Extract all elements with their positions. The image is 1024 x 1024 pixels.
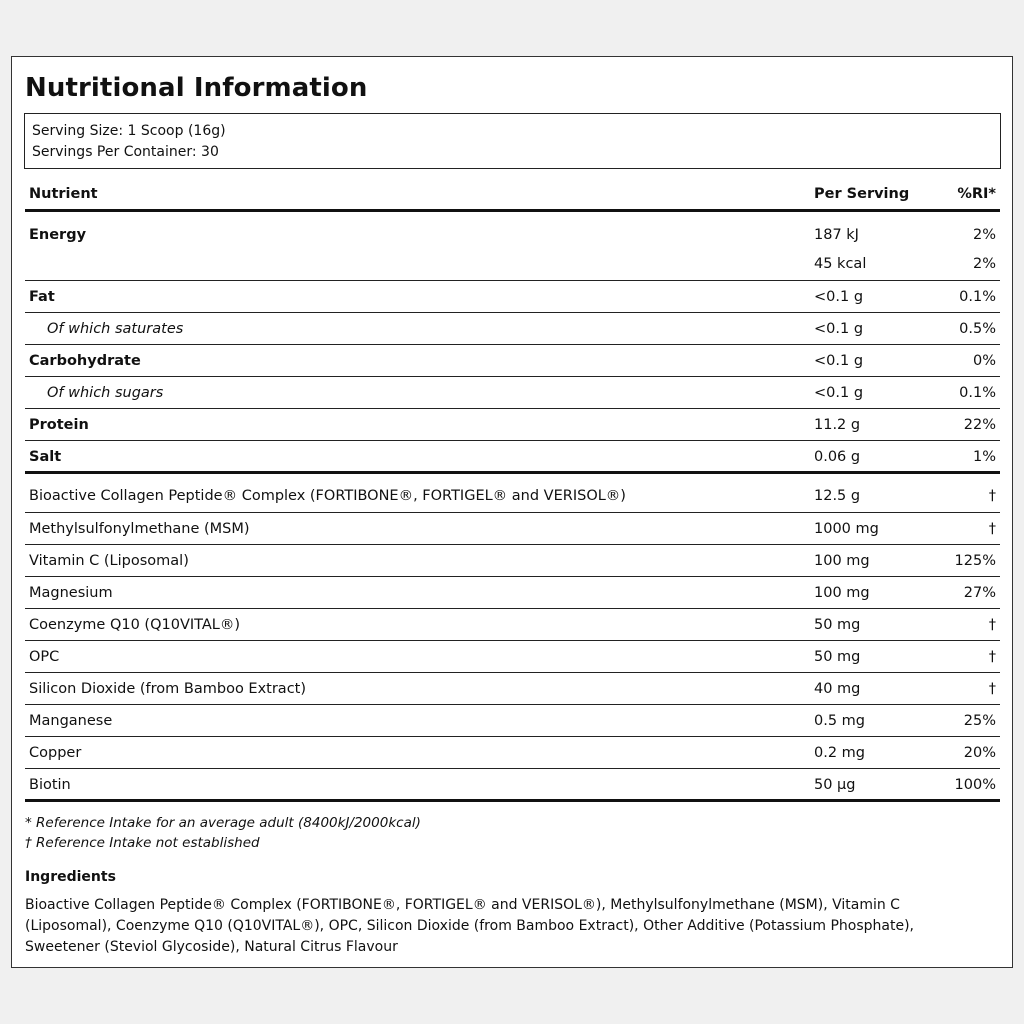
per-serving-value: 0.5 mg: [814, 713, 865, 729]
ri-value: 100%: [954, 777, 996, 793]
ingredients-text: Bioactive Collagen Peptide® Complex (FORTIBONE®, FORTIGEL® and VERISOL®), Methylsulfonylmethane (MSM), Vitamin C (Liposomal), Coenzyme Q10 (Q10VITAL®), OPC, Silicon Dioxide (from Bamboo Extract), Other Additive (Potassium Phosphate), Sweetener (Steviol Glycoside), Natural Citrus Flavour: [25, 897, 915, 955]
per-serving-value: 11.2 g: [814, 417, 861, 433]
table-row-energy-kj: [25, 212, 1000, 251]
serving-size: Serving Size: 1 Scoop (16g): [32, 123, 226, 139]
ri-value: 2%: [972, 256, 996, 272]
per-serving-value: 50 mg: [814, 617, 861, 633]
ri-value: 2%: [972, 227, 996, 243]
ri-value: †: [988, 649, 996, 665]
nutrient-name: Bioactive Collagen Peptide® Complex (FORTIBONE®, FORTIGEL® and VERISOL®): [29, 488, 626, 504]
table-row-saturates: [25, 313, 1000, 345]
per-serving-value: <0.1 g: [814, 321, 864, 337]
header-nutrient: Nutrient: [29, 186, 98, 202]
nutrient-name: Carbohydrate: [29, 353, 141, 369]
per-serving-value: 50 µg: [814, 777, 856, 793]
table-row-copper: [25, 737, 1000, 769]
ri-value: †: [988, 488, 996, 504]
nutrition-table: [25, 177, 1000, 802]
table-row-protein: [25, 409, 1000, 441]
nutrient-name: Energy: [29, 227, 87, 243]
ri-value: 1%: [972, 449, 996, 465]
table-row-coenzyme-q10: [25, 609, 1000, 641]
nutrient-name: Salt: [29, 449, 62, 465]
per-serving-value: 0.06 g: [814, 449, 861, 465]
ri-value: 0.5%: [959, 321, 996, 337]
nutrient-name: Biotin: [29, 777, 71, 793]
per-serving-value: <0.1 g: [814, 385, 864, 401]
per-serving-value: 100 mg: [814, 585, 870, 601]
table-header-row: [25, 177, 1000, 212]
footnote-reference-intake: * Reference Intake for an average adult (8400kJ/2000kcal): [25, 815, 421, 831]
table-row-opc: [25, 641, 1000, 673]
nutrient-name: Vitamin C (Liposomal): [29, 553, 189, 569]
nutrition-panel: [11, 56, 1013, 968]
ri-value: †: [988, 617, 996, 633]
table-row-fat: [25, 281, 1000, 313]
per-serving-value: 45 kcal: [814, 256, 867, 272]
nutrient-name: Of which saturates: [47, 321, 184, 337]
nutrient-name: Protein: [29, 417, 89, 433]
ri-value: †: [988, 521, 996, 537]
nutrient-name: Coenzyme Q10 (Q10VITAL®): [29, 617, 241, 633]
header-per-serving: Per Serving: [814, 186, 910, 202]
serving-info-box: [24, 113, 1001, 169]
per-serving-value: 40 mg: [814, 681, 861, 697]
nutrient-name: Of which sugars: [47, 385, 164, 401]
nutrient-name: Silicon Dioxide (from Bamboo Extract): [29, 681, 307, 697]
page-title: Nutritional Information: [25, 73, 368, 103]
per-serving-value: 0.2 mg: [814, 745, 865, 761]
nutrient-name: OPC: [29, 649, 60, 665]
per-serving-value: 100 mg: [814, 553, 870, 569]
ri-value: †: [988, 681, 996, 697]
table-row-manganese: [25, 705, 1000, 737]
per-serving-value: <0.1 g: [814, 289, 864, 305]
table-row-carbohydrate: [25, 345, 1000, 377]
per-serving-value: <0.1 g: [814, 353, 864, 369]
nutrient-name: Fat: [29, 289, 55, 305]
table-row-energy-kcal: [25, 251, 1000, 281]
per-serving-value: 50 mg: [814, 649, 861, 665]
ri-value: 0.1%: [959, 385, 996, 401]
table-row-collagen: [25, 474, 1000, 513]
ri-value: 22%: [963, 417, 996, 433]
table-row-biotin: [25, 769, 1000, 802]
footnotes: [25, 813, 421, 853]
per-serving-value: 12.5 g: [814, 488, 861, 504]
nutrient-name: Copper: [29, 745, 82, 761]
table-row-msm: [25, 513, 1000, 545]
ri-value: 27%: [963, 585, 996, 601]
header-ri: %RI*: [957, 186, 996, 202]
ri-value: 20%: [963, 745, 996, 761]
per-serving-value: 187 kJ: [814, 227, 859, 243]
nutrient-name: Magnesium: [29, 585, 113, 601]
ri-value: 25%: [963, 713, 996, 729]
nutrient-name: Manganese: [29, 713, 113, 729]
table-row-sugars: [25, 377, 1000, 409]
servings-per-container: Servings Per Container: 30: [32, 144, 219, 160]
per-serving-value: 1000 mg: [814, 521, 879, 537]
footnote-dagger: † Reference Intake not established: [25, 835, 260, 851]
ri-value: 125%: [954, 553, 996, 569]
table-row-vitamin-c: [25, 545, 1000, 577]
table-row-silicon-dioxide: [25, 673, 1000, 705]
nutrient-name: Methylsulfonylmethane (MSM): [29, 521, 250, 537]
table-row-salt: [25, 441, 1000, 474]
ri-value: 0.1%: [959, 289, 996, 305]
table-row-magnesium: [25, 577, 1000, 609]
ri-value: 0%: [972, 353, 996, 369]
ingredients-title: Ingredients: [25, 869, 116, 885]
